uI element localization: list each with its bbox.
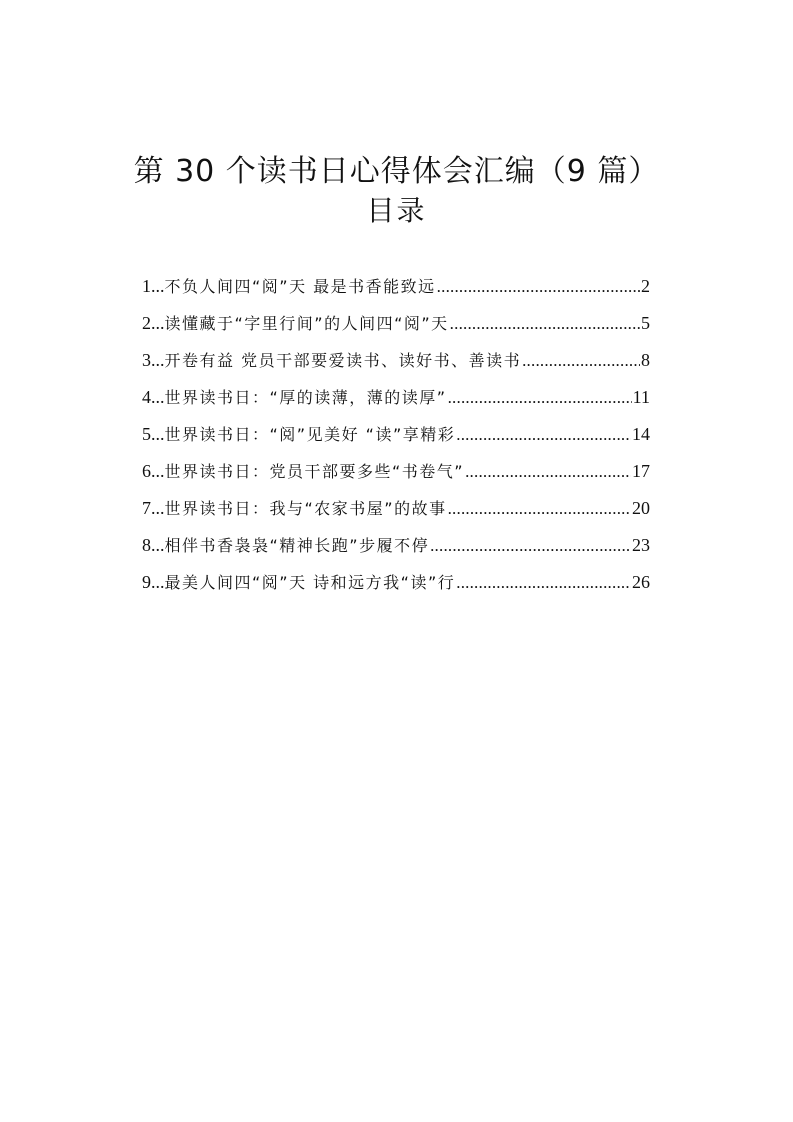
toc-entry-page: 20 (632, 498, 650, 518)
toc-entry-1[interactable] (142, 268, 650, 305)
toc-entry-number: 7... (142, 498, 165, 518)
toc-entry-page: 5 (641, 313, 650, 333)
toc-entry-title: 世界读书日：党员干部要多些“书卷气” (164, 462, 465, 481)
toc-entry-page: 2 (641, 276, 650, 296)
toc-dot-leader (522, 342, 640, 379)
toc-dot-leader (450, 305, 640, 342)
toc-entry-4[interactable] (142, 379, 650, 416)
toc-entry-2[interactable] (142, 305, 650, 342)
toc-entry-title: 世界读书日：我与“农家书屋”的故事 (164, 499, 447, 518)
toc-entry-title: 相伴书香袅袅“精神长跑”步履不停 (164, 536, 430, 555)
toc-entry-page: 17 (632, 461, 650, 481)
toc-entry-number: 9... (142, 572, 165, 592)
toc-entry-number: 8... (142, 535, 165, 555)
toc-dot-leader (437, 268, 640, 305)
toc-entry-7[interactable] (142, 490, 650, 527)
toc-entry-number: 3... (142, 350, 165, 370)
toc-dot-leader (456, 564, 631, 601)
toc-entry-3[interactable] (142, 342, 650, 379)
toc-entry-title: 最美人间四“阅”天 诗和远方我“读”行 (164, 573, 456, 592)
toc-entry-page: 23 (632, 535, 650, 555)
toc-dot-leader (465, 453, 631, 490)
toc-entry-number: 1... (142, 276, 165, 296)
toc-entry-6[interactable] (142, 453, 650, 490)
toc-entry-title: 世界读书日：“厚的读薄，薄的读厚” (164, 388, 447, 407)
toc-entry-number: 2... (142, 313, 165, 333)
table-of-contents (142, 268, 650, 601)
toc-entry-title: 读懂藏于“字里行间”的人间四“阅”天 (164, 314, 449, 333)
toc-entry-page: 8 (641, 350, 650, 370)
toc-dot-leader (448, 379, 632, 416)
toc-entry-number: 5... (142, 424, 165, 444)
toc-entry-page: 26 (632, 572, 650, 592)
toc-entry-title: 开卷有益 党员干部要爱读书、读好书、善读书 (164, 351, 522, 370)
toc-dot-leader (448, 490, 631, 527)
toc-entry-title: 世界读书日：“阅”见美好 “读”享精彩 (164, 425, 456, 444)
toc-heading: 目录 (366, 194, 427, 227)
toc-entry-page: 14 (632, 424, 650, 444)
toc-dot-leader (456, 416, 631, 453)
toc-entry-title: 不负人间四“阅”天 最是书香能致远 (164, 277, 436, 296)
document-title: 第 30 个读书日心得体会汇编（9 篇） (133, 154, 660, 189)
toc-entry-number: 4... (142, 387, 165, 407)
toc-entry-5[interactable] (142, 416, 650, 453)
toc-entry-number: 6... (142, 461, 165, 481)
toc-entry-page: 11 (632, 387, 650, 407)
toc-entry-9[interactable] (142, 564, 650, 601)
toc-entry-8[interactable] (142, 527, 650, 564)
toc-dot-leader (430, 527, 631, 564)
